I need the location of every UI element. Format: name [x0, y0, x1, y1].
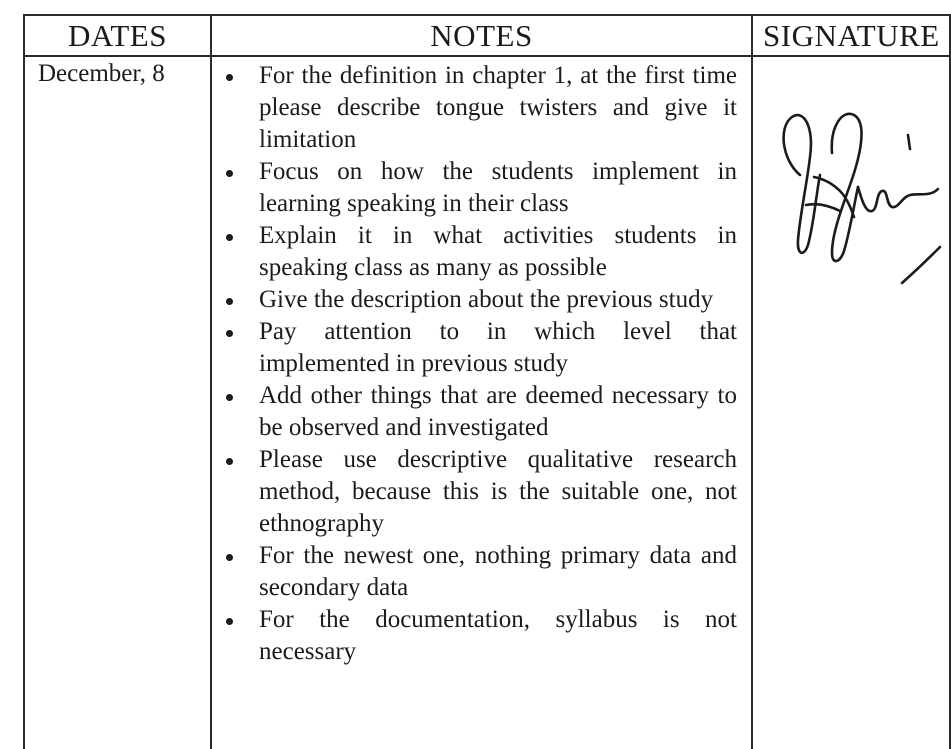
note-text: Give the description about the previous study: [259, 286, 714, 313]
bullet-icon: [226, 554, 233, 561]
note-text: For the documentation, syllabus is not necessary: [259, 606, 737, 665]
note-text: Pay attention to in which level that implemented in previous study: [259, 318, 737, 377]
note-item: [212, 220, 751, 284]
note-item: [212, 380, 751, 444]
bullet-icon: [226, 330, 233, 337]
bullet-icon: [226, 394, 233, 401]
dates-header: DATES: [68, 18, 167, 53]
note-text: Add other things that are deemed necessary to be observed and investigated: [259, 382, 737, 441]
signature-header: SIGNATURE: [763, 18, 940, 53]
note-text: Focus on how the students implement in learning speaking in their class: [259, 158, 737, 217]
note-item: [212, 60, 751, 156]
bullet-icon: [226, 234, 233, 241]
note-item: [212, 604, 751, 668]
note-text: For the newest one, nothing primary data and secondary data: [259, 542, 737, 601]
note-item: [212, 316, 751, 380]
bullet-icon: [226, 618, 233, 625]
note-text: For the definition in chapter 1, at the first time please describe tongue twisters and give it limitation: [259, 62, 737, 153]
notes-header: NOTES: [430, 18, 533, 53]
note-text: Please use descriptive qualitative research method, because this is the suitable one, not ethnography: [259, 446, 737, 537]
bullet-icon: [226, 74, 233, 81]
note-item: [212, 540, 751, 604]
note-item: [212, 284, 751, 316]
table-left-border: [23, 14, 25, 749]
bullet-icon: [226, 298, 233, 305]
notes-column-divider: [751, 14, 753, 749]
bullet-icon: [226, 458, 233, 465]
note-item: [212, 444, 751, 540]
handwritten-signature-icon: [770, 105, 945, 295]
date-cell: December, 8: [38, 60, 165, 87]
table-header-border: [23, 55, 951, 57]
note-item: [212, 156, 751, 220]
bullet-icon: [226, 170, 233, 177]
notes-list: [212, 60, 751, 668]
note-text: Explain it in what activities students in speaking class as many as possible: [259, 222, 737, 281]
